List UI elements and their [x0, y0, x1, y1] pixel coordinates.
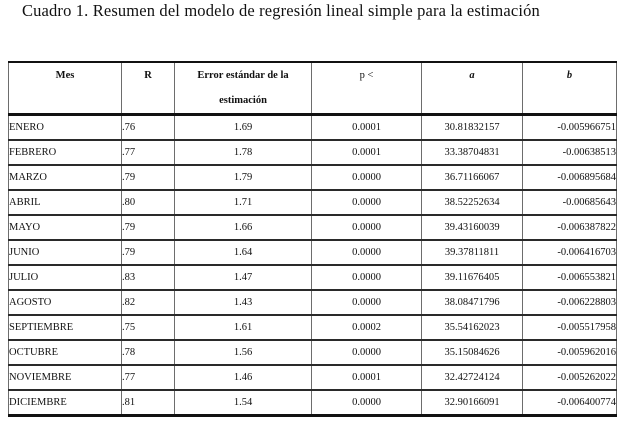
cell-error: 1.71	[175, 190, 312, 215]
cell-a: 38.52252634	[422, 190, 523, 215]
cell-a: 35.15084626	[422, 340, 523, 365]
cell-b: -0.006400774	[523, 390, 617, 416]
cell-a: 30.81832157	[422, 115, 523, 141]
cell-r: .79	[122, 240, 175, 265]
cell-b: -0.005262022	[523, 365, 617, 390]
cell-r: .78	[122, 340, 175, 365]
table-row	[9, 215, 617, 240]
cell-b: -0.006387822	[523, 215, 617, 240]
cell-error: 1.79	[175, 165, 312, 190]
cell-a: 39.43160039	[422, 215, 523, 240]
header-error-line2: estimación	[219, 95, 267, 106]
cell-r: .83	[122, 265, 175, 290]
cell-mes: NOVIEMBRE	[9, 365, 122, 390]
cell-a: 32.42724124	[422, 365, 523, 390]
cell-error: 1.66	[175, 215, 312, 240]
cell-mes: SEPTIEMBRE	[9, 315, 122, 340]
table-row	[9, 115, 617, 141]
cell-r: .79	[122, 215, 175, 240]
table-row	[9, 140, 617, 165]
cell-b: -0.006553821	[523, 265, 617, 290]
cell-b: -0.006416703	[523, 240, 617, 265]
cell-p: 0.0001	[312, 365, 422, 390]
header-b: b	[523, 62, 617, 115]
cell-p: 0.0000	[312, 265, 422, 290]
table-row	[9, 340, 617, 365]
cell-error: 1.64	[175, 240, 312, 265]
cell-r: .77	[122, 140, 175, 165]
cell-r: .81	[122, 390, 175, 416]
cell-p: 0.0000	[312, 390, 422, 416]
cell-error: 1.56	[175, 340, 312, 365]
cell-mes: MARZO	[9, 165, 122, 190]
cell-mes: JUNIO	[9, 240, 122, 265]
cell-a: 38.08471796	[422, 290, 523, 315]
cell-a: 39.11676405	[422, 265, 523, 290]
table-row	[9, 265, 617, 290]
table-row	[9, 190, 617, 215]
header-error-line1: Error estándar de la	[197, 70, 289, 81]
header-error-estandar	[175, 62, 312, 115]
cell-r: .79	[122, 165, 175, 190]
cell-a: 35.54162023	[422, 315, 523, 340]
table-row	[9, 390, 617, 416]
cell-mes: AGOSTO	[9, 290, 122, 315]
cell-r: .76	[122, 115, 175, 141]
cell-b: -0.006228803	[523, 290, 617, 315]
cell-p: 0.0001	[312, 140, 422, 165]
cell-error: 1.47	[175, 265, 312, 290]
cell-a: 36.71166067	[422, 165, 523, 190]
cell-p: 0.0000	[312, 165, 422, 190]
cell-b: -0.005966751	[523, 115, 617, 141]
cell-error: 1.54	[175, 390, 312, 416]
cell-b: -0.006895684	[523, 165, 617, 190]
cell-p: 0.0000	[312, 215, 422, 240]
cell-r: .82	[122, 290, 175, 315]
cell-p: 0.0000	[312, 340, 422, 365]
cell-r: .80	[122, 190, 175, 215]
table-caption: Cuadro 1. Resumen del modelo de regresión lineal simple para la estimación	[22, 1, 540, 20]
cell-r: .75	[122, 315, 175, 340]
header-p: p <	[312, 62, 422, 115]
cell-mes: JULIO	[9, 265, 122, 290]
cell-mes: ENERO	[9, 115, 122, 141]
cell-p: 0.0000	[312, 240, 422, 265]
table-row	[9, 365, 617, 390]
cell-b: -0.005517958	[523, 315, 617, 340]
cell-p: 0.0000	[312, 290, 422, 315]
table-row	[9, 240, 617, 265]
cell-error: 1.78	[175, 140, 312, 165]
cell-error: 1.46	[175, 365, 312, 390]
header-r: R	[122, 62, 175, 115]
table-row	[9, 165, 617, 190]
cell-error: 1.69	[175, 115, 312, 141]
cell-a: 39.37811811	[422, 240, 523, 265]
cell-b: -0.005962016	[523, 340, 617, 365]
cell-a: 33.38704831	[422, 140, 523, 165]
cell-mes: FEBRERO	[9, 140, 122, 165]
cell-mes: DICIEMBRE	[9, 390, 122, 416]
cell-mes: ABRIL	[9, 190, 122, 215]
cell-error: 1.61	[175, 315, 312, 340]
header-a: a	[422, 62, 523, 115]
cell-b: -0.00685643	[523, 190, 617, 215]
regression-table	[8, 61, 617, 417]
cell-r: .77	[122, 365, 175, 390]
cell-error: 1.43	[175, 290, 312, 315]
table-row	[9, 315, 617, 340]
cell-p: 0.0000	[312, 190, 422, 215]
cell-mes: OCTUBRE	[9, 340, 122, 365]
cell-a: 32.90166091	[422, 390, 523, 416]
cell-p: 0.0001	[312, 115, 422, 141]
cell-b: -0.00638513	[523, 140, 617, 165]
header-row	[9, 62, 617, 115]
cell-mes: MAYO	[9, 215, 122, 240]
cell-p: 0.0002	[312, 315, 422, 340]
header-mes: Mes	[9, 62, 122, 115]
table-row	[9, 290, 617, 315]
